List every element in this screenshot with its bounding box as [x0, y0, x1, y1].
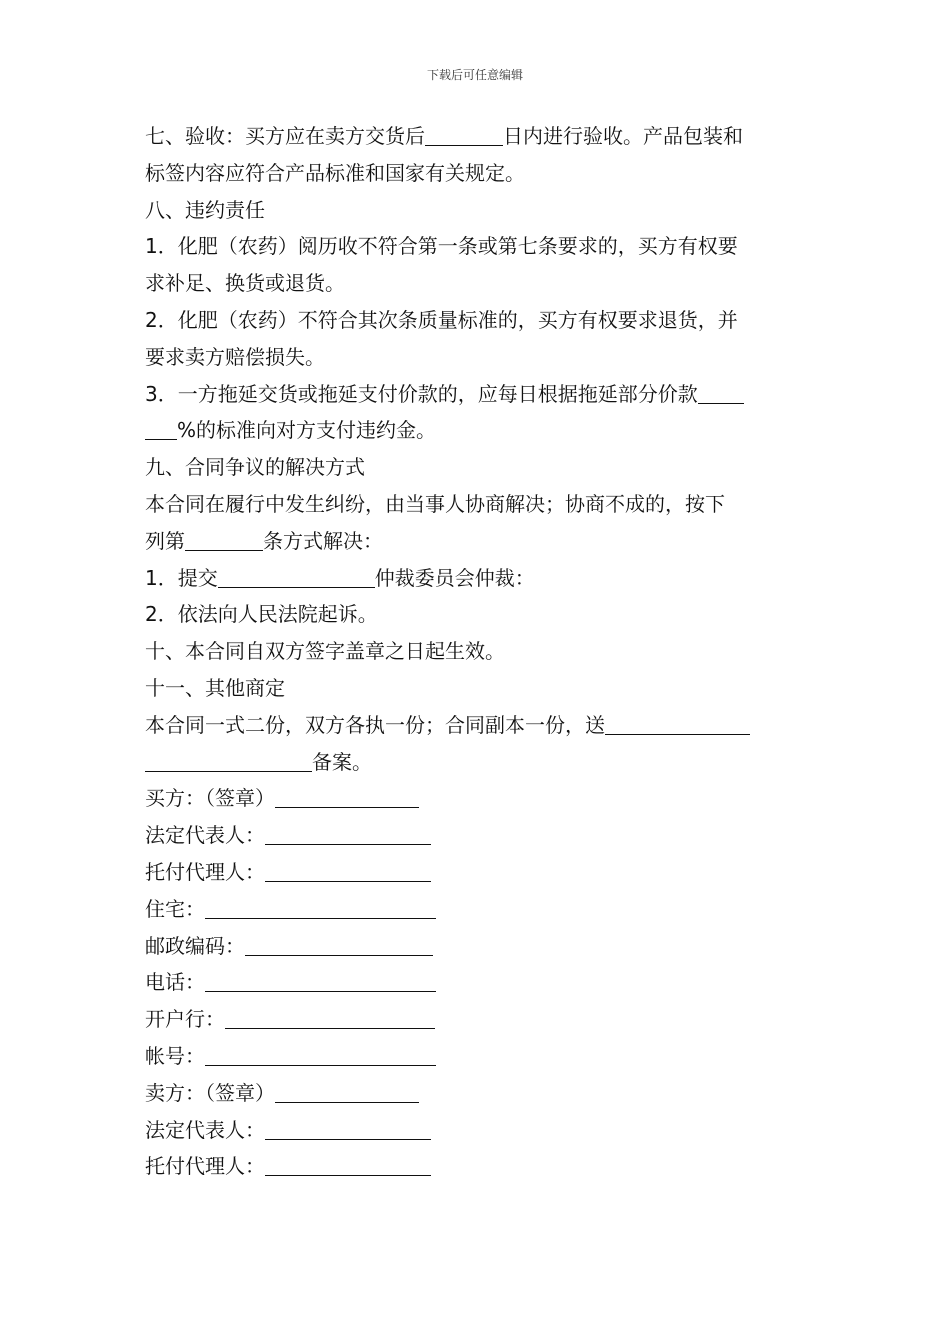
blank-percent-2[interactable] — [145, 413, 177, 440]
field-label: 卖方：（签章） — [145, 1080, 275, 1105]
buyer-postcode-row — [145, 928, 815, 965]
buyer-sign-blank[interactable] — [275, 781, 419, 808]
buyer-phone-row — [145, 964, 815, 1001]
clause-9-line-1: 本合同在履行中发生纠纷，由当事人协商解决；协商不成的，按下 — [145, 491, 725, 516]
clause-8-3-line-2 — [145, 412, 815, 449]
buyer-legal-rep-row — [145, 817, 815, 854]
seller-legal-rep-blank[interactable] — [265, 1113, 431, 1140]
clause-8-2-line-1: 2．化肥（农药）不符合其次条质量标准的，买方有权要求退货，并 — [145, 307, 738, 332]
field-label: 法定代表人： — [145, 823, 265, 848]
clause-11-line-1 — [145, 707, 815, 744]
clause-8-1-line-2: 求补足、换货或退货。 — [145, 271, 345, 296]
clause-8-1-line-1: 1．化肥（农药）阅历收不符合第一条或第七条要求的，买方有权要 — [145, 234, 738, 259]
seller-agent-row — [145, 1148, 815, 1185]
field-label: 电话： — [145, 970, 205, 995]
section-heading-9: 九、合同争议的解决方式 — [145, 455, 365, 480]
section-heading-10: 十、本合同自双方签字盖章之日起生效。 — [145, 639, 505, 664]
clause-9-2: 2．依法向人民法院起诉。 — [145, 602, 378, 627]
buyer-agent-row — [145, 854, 815, 891]
buyer-bank-blank[interactable] — [225, 1002, 435, 1029]
buyer-postcode-blank[interactable] — [245, 929, 433, 956]
text-segment: 3．一方拖延交货或拖延支付价款的，应每日根据拖延部分价款 — [145, 381, 698, 406]
buyer-phone-blank[interactable] — [205, 965, 436, 992]
buyer-agent-blank[interactable] — [265, 855, 431, 882]
field-label: 托付代理人： — [145, 1154, 265, 1179]
text-segment: 条方式解决： — [263, 528, 383, 553]
page-header: 下载后可任意编辑 — [426, 68, 523, 82]
text-segment: 本合同一式二份，双方各执一份；合同副本一份，送 — [145, 712, 605, 737]
clause-8-3-line-1 — [145, 376, 815, 413]
blank-arbitration-committee[interactable] — [218, 561, 375, 588]
text-segment: 1．提交 — [145, 565, 218, 590]
buyer-address-blank[interactable] — [205, 892, 436, 919]
text-segment: 七、验收：买方应在卖方交货后 — [145, 124, 425, 148]
seller-sign-blank[interactable] — [275, 1076, 419, 1103]
text-segment: 日内进行验收。产品包装和 — [503, 124, 743, 148]
seller-legal-rep-row — [145, 1112, 815, 1149]
seller-sign-row — [145, 1075, 815, 1112]
text-segment: 列第 — [145, 528, 185, 553]
clause-7-line-2: 标签内容应符合产品标准和国家有关规定。 — [145, 160, 525, 185]
section-heading-11: 十一、其他商定 — [145, 675, 285, 700]
field-label: 买方：（签章） — [145, 786, 275, 811]
text-segment: %的标准向对方支付违约金。 — [177, 418, 437, 443]
buyer-legal-rep-blank[interactable] — [265, 818, 431, 845]
field-label: 法定代表人： — [145, 1117, 265, 1142]
buyer-account-blank[interactable] — [205, 1039, 436, 1066]
clause-7-line-1 — [145, 118, 815, 155]
contract-body — [145, 118, 815, 1185]
field-label: 托付代理人： — [145, 859, 265, 884]
field-label: 住宅： — [145, 896, 205, 921]
clause-8-2-line-2: 要求卖方赔偿损失。 — [145, 344, 325, 369]
blank-filing-2[interactable] — [145, 745, 312, 772]
blank-filing-1[interactable] — [605, 708, 750, 735]
blank-percent-1[interactable] — [698, 377, 744, 404]
buyer-sign-row — [145, 780, 815, 817]
blank-clause-number[interactable] — [185, 524, 263, 551]
clause-9-1 — [145, 560, 815, 597]
text-segment: 仲裁委员会仲裁： — [374, 565, 535, 590]
section-heading-8: 八、违约责任 — [145, 197, 265, 222]
seller-agent-blank[interactable] — [265, 1149, 431, 1176]
field-label: 帐号： — [145, 1043, 205, 1068]
clause-9-line-2 — [145, 523, 815, 560]
field-label: 邮政编码： — [145, 933, 245, 958]
clause-11-line-2 — [145, 744, 815, 781]
text-segment: 备案。 — [312, 749, 372, 774]
buyer-account-row — [145, 1038, 815, 1075]
field-label: 开户行： — [145, 1007, 225, 1032]
blank-days[interactable] — [425, 119, 503, 146]
buyer-address-row — [145, 891, 815, 928]
buyer-bank-row — [145, 1001, 815, 1038]
